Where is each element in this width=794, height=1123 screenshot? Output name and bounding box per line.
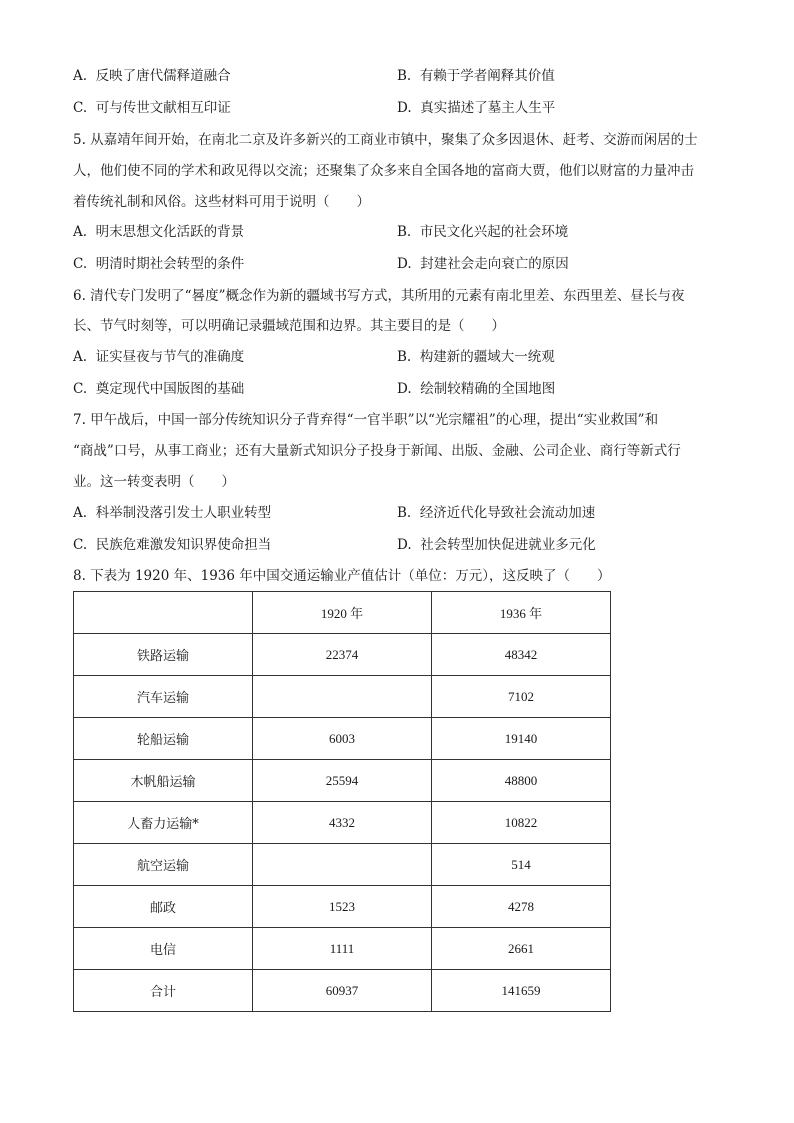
q4-option-a: A. 反映了唐代儒释道融合 xyxy=(73,68,231,84)
table-cell-1920 xyxy=(253,844,432,886)
q5-option-a: A. 明末思想文化活跃的背景 xyxy=(73,224,245,240)
table-row xyxy=(74,928,611,970)
q5-option-c: C. 明清时期社会转型的条件 xyxy=(73,256,245,272)
table-cell-1920: 4332 xyxy=(253,802,432,844)
q5-stem-line-1: 5. 从嘉靖年间开始，在南北二京及许多新兴的工商业市镇中，聚集了众多因退休、赶考、交游而闲居的士 xyxy=(73,132,698,148)
q6-option-c: C. 奠定现代中国版图的基础 xyxy=(73,381,245,397)
q5-option-d: D. 封建社会走向衰亡的原因 xyxy=(397,256,569,272)
q4-option-d: D. 真实描述了墓主人生平 xyxy=(397,100,556,116)
table-cell-1920: 22374 xyxy=(253,634,432,676)
q4-option-c: C. 可与传世文献相互印证 xyxy=(73,100,231,116)
table-row xyxy=(74,886,611,928)
table-cell-1920: 1523 xyxy=(253,886,432,928)
table-cell-1936: 2661 xyxy=(432,928,611,970)
q6-option-a: A. 证实昼夜与节气的准确度 xyxy=(73,349,245,365)
table-row xyxy=(74,676,611,718)
table-cell-category: 木帆船运输 xyxy=(74,760,253,802)
q7-option-c: C. 民族危难激发知识界使命担当 xyxy=(73,537,272,553)
q6-option-b: B. 构建新的疆域大一统观 xyxy=(397,349,555,365)
transport-output-table xyxy=(73,591,611,1012)
table-cell-1936: 7102 xyxy=(432,676,611,718)
table-header-row xyxy=(74,592,611,634)
table-cell-1936: 19140 xyxy=(432,718,611,760)
table-header-cell xyxy=(74,592,253,634)
table-row xyxy=(74,634,611,676)
q7-stem-line-3: 业。这一转变表明（ ） xyxy=(73,474,235,490)
q5-stem-line-3: 着传统礼制和风俗。这些材料可用于说明（ ） xyxy=(73,194,370,210)
table-header-cell: 1920 年 xyxy=(253,592,432,634)
table-cell-1936: 48342 xyxy=(432,634,611,676)
q7-stem-line-1: 7. 甲午战后，中国一部分传统知识分子背弃得“一官半职”以“光宗耀祖”的心理，提出“实业救国”和 xyxy=(73,412,659,428)
q7-option-d: D. 社会转型加快促进就业多元化 xyxy=(397,537,596,553)
table-header-cell: 1936 年 xyxy=(432,592,611,634)
table-row xyxy=(74,718,611,760)
table-row xyxy=(74,802,611,844)
table-row xyxy=(74,760,611,802)
q8-stem: 8. 下表为 1920 年、1936 年中国交通运输业产值估计（单位：万元），这反映了（ ） xyxy=(73,568,611,584)
table-cell-1920 xyxy=(253,676,432,718)
table-cell-1920: 60937 xyxy=(253,970,432,1012)
q5-option-b: B. 市民文化兴起的社会环境 xyxy=(397,224,569,240)
q6-option-d: D. 绘制较精确的全国地图 xyxy=(397,381,556,397)
table-row-total xyxy=(74,970,611,1012)
table-cell-category: 轮船运输 xyxy=(74,718,253,760)
q7-stem-line-2: “商战”口号，从事工商业；还有大量新式知识分子投身于新闻、出版、金融、公司企业、商行等新式行 xyxy=(73,443,681,459)
table-row xyxy=(74,844,611,886)
table-cell-1936: 141659 xyxy=(432,970,611,1012)
table-cell-category: 邮政 xyxy=(74,886,253,928)
q5-stem-line-2: 人，他们使不同的学术和政见得以交流；还聚集了众多来自全国各地的富商大贾，他们以财富的力量冲击 xyxy=(73,163,694,179)
table-cell-category: 电信 xyxy=(74,928,253,970)
table-cell-category: 汽车运输 xyxy=(74,676,253,718)
table-cell-1920: 1111 xyxy=(253,928,432,970)
table-cell-1936: 48800 xyxy=(432,760,611,802)
table-cell-category: 航空运输 xyxy=(74,844,253,886)
table-cell-category: 合计 xyxy=(74,970,253,1012)
q7-option-a: A. 科举制没落引发士人职业转型 xyxy=(73,505,272,521)
table-cell-category: 人畜力运输* xyxy=(74,802,253,844)
table-cell-1936: 4278 xyxy=(432,886,611,928)
table-cell-1936: 10822 xyxy=(432,802,611,844)
q6-stem-line-2: 长、节气时刻等，可以明确记录疆域范围和边界。其主要目的是（ ） xyxy=(73,318,505,334)
q7-option-b: B. 经济近代化导致社会流动加速 xyxy=(397,505,596,521)
table-cell-1920: 25594 xyxy=(253,760,432,802)
q4-option-b: B. 有赖于学者阐释其价值 xyxy=(397,68,555,84)
table-cell-1936: 514 xyxy=(432,844,611,886)
table-cell-category: 铁路运输 xyxy=(74,634,253,676)
table-cell-1920: 6003 xyxy=(253,718,432,760)
q6-stem-line-1: 6. 清代专门发明了“晷度”概念作为新的疆域书写方式，其所用的元素有南北里差、东西里差、昼长与夜 xyxy=(73,288,685,304)
